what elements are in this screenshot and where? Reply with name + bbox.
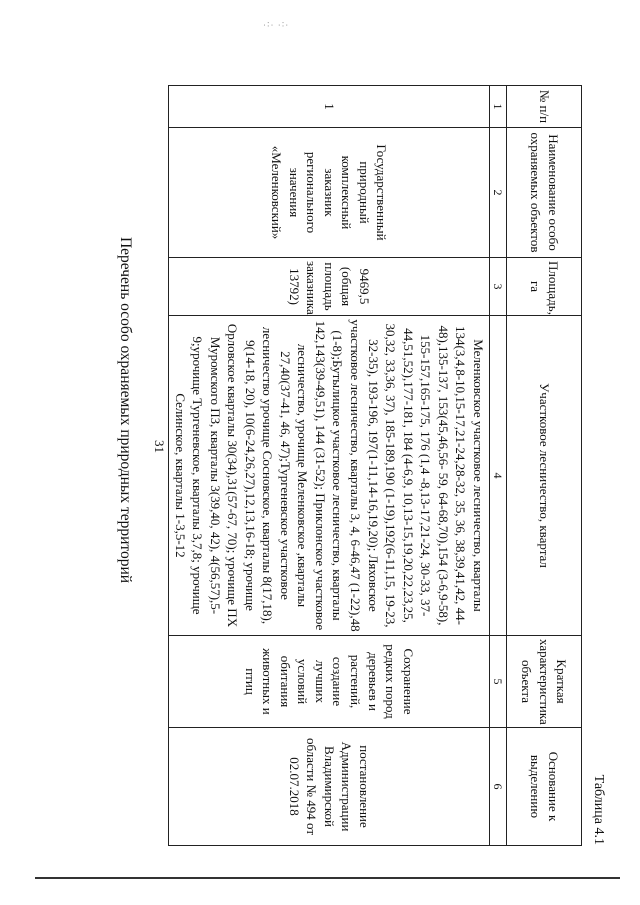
page-heading: Перечень особо охраняемых природных территорий — [117, 236, 134, 584]
table-row — [168, 86, 489, 846]
header-cell: Участковое лесничество, квартал — [507, 316, 582, 636]
header-cell: № п/п — [507, 86, 582, 128]
allocation-basis: постановление Администрации Владимирской области № 494 от 02.07.2018 — [168, 728, 489, 846]
header-cell: Площадь, га — [507, 258, 582, 316]
rotated-page — [92, 45, 612, 855]
protected-areas-table — [168, 85, 582, 846]
area-value: 9469,5 (общая площадь заказника 13792) — [168, 258, 489, 316]
object-name: Государственный природный комплексный заказник регионального значения «Меленковский» — [168, 128, 489, 258]
column-number: 2 — [489, 128, 506, 258]
column-number: 4 — [489, 316, 506, 636]
header-cell: Краткая характеристика объекта — [507, 636, 582, 728]
scan-artifact: ·:· ·:· — [262, 20, 289, 30]
table-label: Таблица 4.1 — [591, 774, 606, 845]
object-description: Сохранение редких пород деревьев и растений, создание лучших условий обитания животных и птиц — [168, 636, 489, 728]
column-number: 3 — [489, 258, 506, 316]
row-number: 1 — [168, 86, 489, 128]
table-header-row — [507, 86, 582, 846]
page-number: 31 — [152, 440, 167, 453]
footer-rule — [35, 877, 620, 879]
forestry-quarters: Меленковское участковое лесничество, кварталы 134(3,4,8-10,15-17,21-24,28-32, 35, 36, 38,39,41,42, 44-48),135-137, 153(45,46,56- 59, 64-68,70),154 (3-6,9-58), 155-157,165-175, 176 (1,4 -8,13-17,21-24, 30-33, 37-44,51,52),177-181, 184 (4-6,9, 10,13-15,19,20,22,23,25, 30,32, 33,36, 37), 185-189,190 (1-19),192(6-11,15, 19-23, 32-35), 193-196, 197(1-11,14-16,19,20); Ляховское участковое лесничество, кварталы 3, 4, 6-46,47 (1-22),48 (1-8);Бутылицкое участковое лесничество, кварталы 142,143(39-49,51), 144 (31-52); Приклонское участковое лесничество, урочище Меленковское ,кварталы 27,40(37-41, 46, 47);Тургеневское участковое лесничество урочище Сосновское, кварталы 8(17,18), 9(14-18, 20), 10(6-24,26,27),12,13,16-18; урочище Орловское кварталы 30(34),31(57-67, 70); урочище ПХ Муромского ПЗ, кварталы 3(39,40, 42), 4(56,57),5-9;урочище Тургеневское, кварталы 3,7,8; урочище Селинское, кварталы 1-3,5-12 — [168, 316, 489, 636]
column-number: 6 — [489, 728, 506, 846]
column-number: 1 — [489, 86, 506, 128]
column-number-row — [489, 86, 506, 846]
column-number: 5 — [489, 636, 506, 728]
header-cell: Основание к выделению — [507, 728, 582, 846]
header-cell: Наименование особо охраняемых объектов — [507, 128, 582, 258]
